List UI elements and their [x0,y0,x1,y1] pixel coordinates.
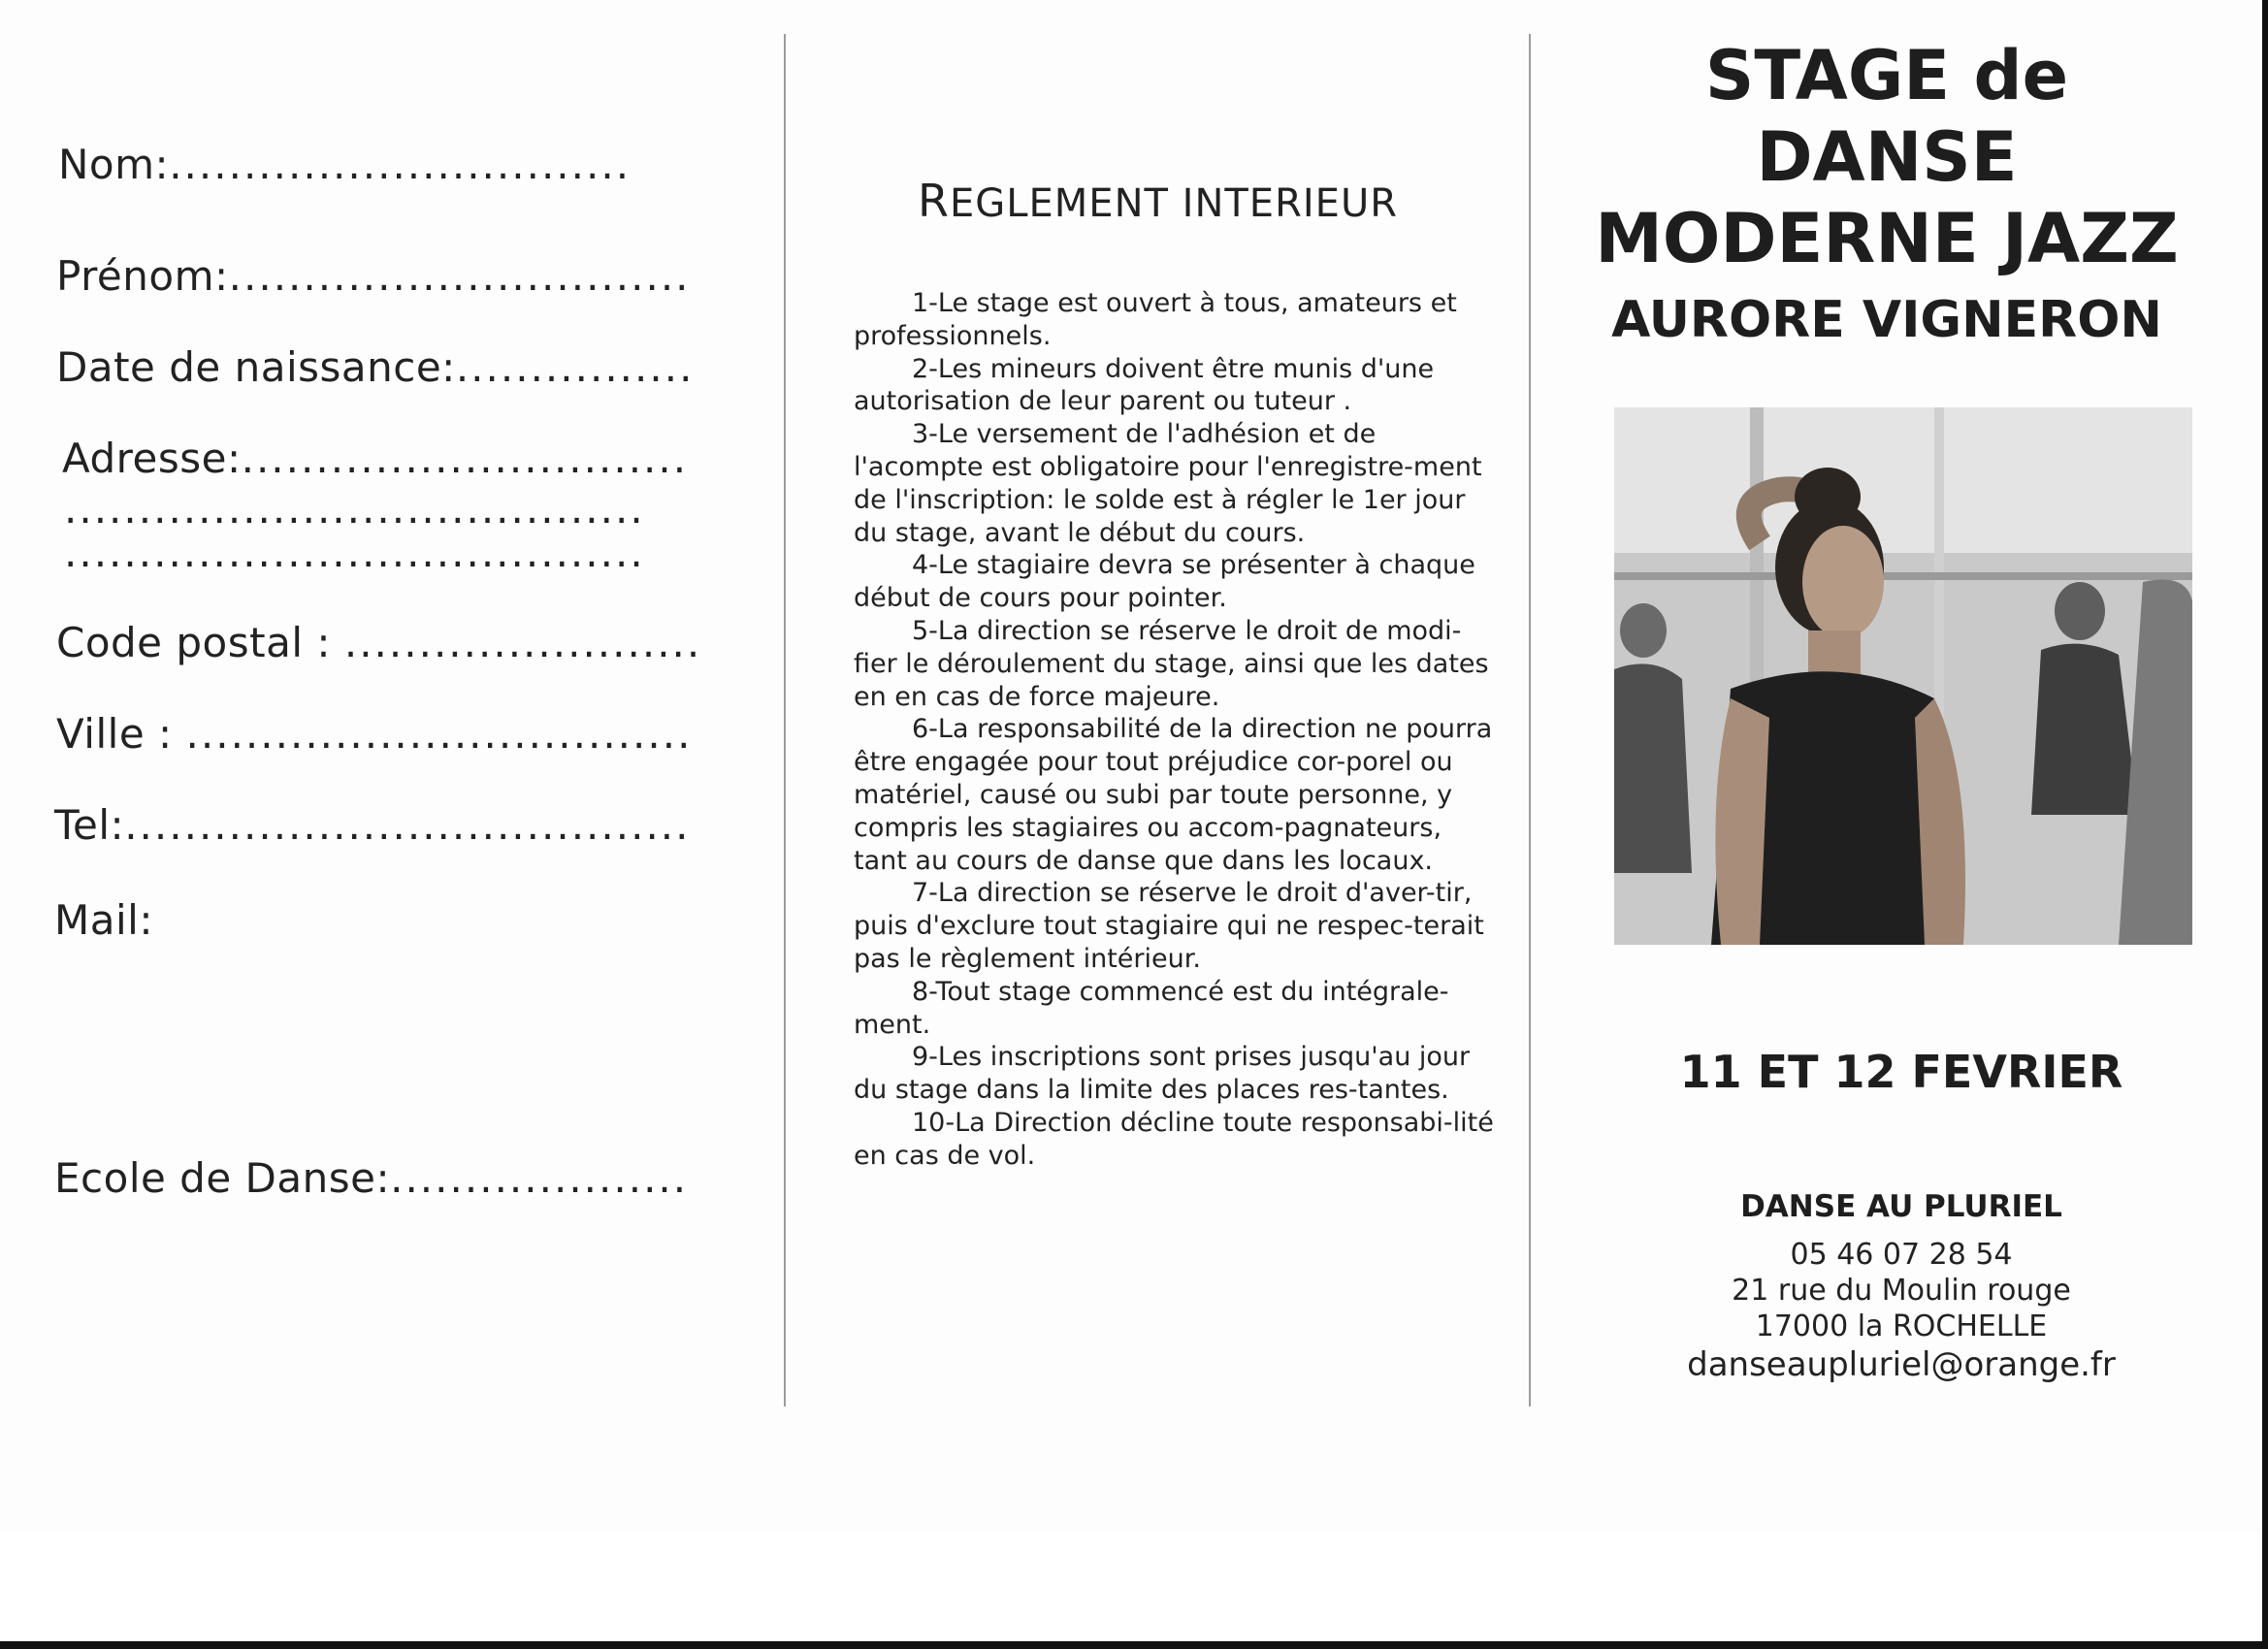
field-date-naissance-label: Date de naissance: [56,343,456,391]
scan-edge-bottom [0,1641,2268,1649]
rule-item: 5-La direction se réserve le droit de modi-fier le déroulement du stage, ainsi que les dates en en cas de force majeure. [854,615,1489,712]
rule-item: 8-Tout stage commencé est du intégrale-ment. [854,976,1449,1040]
field-ecole-dots: .................... [390,1154,689,1202]
rule-item: 7-La direction se réserve le droit d'aver-tir, puis d'exclure tout stagiaire qui ne respec-terait pas le règlement intérieur. [854,878,1484,974]
organizer-city: 17000 la ROCHELLE [1755,1310,2048,1343]
rule-item: 1-Le stage est ouvert à tous, amateurs et professionnels. [854,288,1457,351]
rule-item: 6-La responsabilité de la direction ne pourra être engagée pour tout préjudice cor-porel ou matériel, causé ou subi par toute personne, y compris les stagiaires ou accom-pagnateurs, tant au cours de danse que dans les locaux. [854,714,1493,876]
field-adresse [62,435,688,482]
organizer-phone: 05 46 07 28 54 [1790,1238,2013,1272]
field-adresse-dots: .............................. [241,435,689,482]
organizer-address: 21 rue du Moulin rouge [1732,1274,2071,1308]
event-title-line-1: STAGE de DANSE [1704,36,2069,197]
field-nom-dots: ............................... [169,141,632,188]
field-mail [54,896,153,944]
rules-title-initial: R [918,175,950,227]
rule-item: 2-Les mineurs doivent être munis d'une autorisation de leur parent ou tuteur . [854,353,1435,417]
rule-item: 9-Les inscriptions sont prises jusqu'au jour du stage dans la limite des places res-tantes. [854,1042,1471,1106]
field-code-postal-label: Code postal : [56,619,344,666]
organizer-email: danseaupluriel@orange.fr [1687,1345,2116,1384]
rules-title-rest: EGLEMENT INTERIEUR [949,181,1399,226]
field-prenom-dots: ............................... [228,252,691,300]
rule-item: 10-La Direction décline toute responsabi-lité en cas de vol. [854,1107,1494,1171]
rule-item: 4-Le stagiaire devra se présenter à chaque début de cours pour pointer. [854,550,1475,614]
field-mail-label: Mail: [54,896,153,944]
field-ville [56,710,692,758]
field-ville-dots: .................................. [185,710,693,758]
organizer-name: DANSE AU PLURIEL [1740,1189,2062,1224]
field-adresse-label: Adresse: [62,435,242,482]
field-ville-label: Ville : [56,710,186,758]
field-date-naissance [56,343,694,391]
field-prenom [56,252,691,300]
rule-item: 3-Le versement de l'adhésion et de l'acompte est obligatoire pour l'enregistre-ment de l'inscription: le solde est à régler le 1er jour du stage, avant le début du cours. [854,419,1482,548]
field-date-naissance-dots: ................ [455,343,695,391]
scan-edge-right [2262,0,2268,1649]
scan-bottom-margin [0,1533,2268,1649]
dancer-photo [1614,407,2192,945]
event-dates: 11 ET 12 FEVRIER [1679,1046,2123,1098]
field-ecole-de-danse [54,1154,688,1202]
field-nom-label: Nom: [58,141,170,188]
rules-list [854,287,1494,1173]
field-prenom-label: Prénom: [56,252,229,300]
fold-line-right [1529,34,1531,1406]
field-code-postal-dots: ........................ [343,619,702,666]
field-code-postal [56,619,701,666]
fold-line-left [784,34,786,1406]
field-tel [54,801,691,849]
teacher-name: AURORE VIGNERON [1611,291,2162,349]
field-tel-dots: ...................................... [124,801,691,849]
field-adresse-line-2: ....................................... [64,485,645,533]
event-title [1571,35,2202,279]
field-nom [58,141,631,188]
field-adresse-line-3: ....................................... [64,529,645,576]
rules-title [918,175,1398,227]
field-ecole-label: Ecole de Danse: [54,1154,391,1202]
field-tel-label: Tel: [54,801,125,849]
event-title-line-2: MODERNE JAZZ [1595,199,2179,278]
